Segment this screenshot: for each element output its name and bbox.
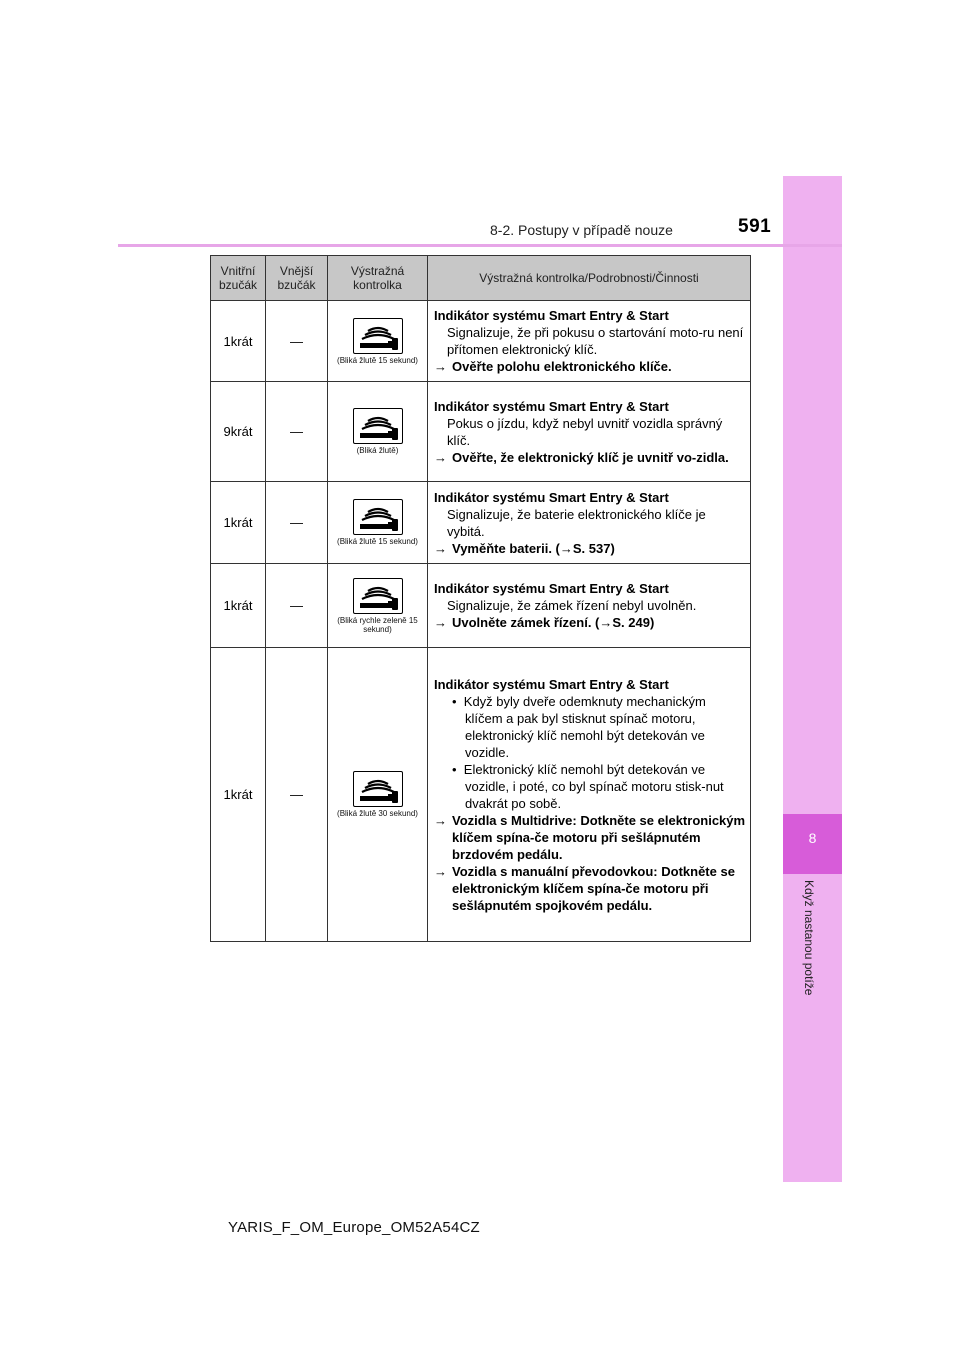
action-text: Vozidla s manuální převodovkou: Dotkněte se elektronickým klíčem spína-če motoru při sešlápnutém spojkovém pedálu. xyxy=(452,863,735,913)
chapter-number: 8 xyxy=(808,830,817,846)
warning-table xyxy=(210,255,751,942)
table-row xyxy=(211,382,751,482)
lamp-cell xyxy=(328,482,428,564)
header-outer-buzzer: Vnější bzučák xyxy=(266,256,328,301)
lamp-note: (Bliká žlutě) xyxy=(356,446,399,455)
arrow-icon: → xyxy=(434,449,447,465)
document-code: YARIS_F_OM_Europe_OM52A54CZ xyxy=(228,1219,480,1236)
action-text: Ověřte polohu elektronického klíče. xyxy=(452,359,672,374)
lamp-cell xyxy=(328,382,428,482)
arrow-icon: → xyxy=(434,812,447,828)
header-warning-lamp: Výstražná kontrolka xyxy=(328,256,428,301)
table-row xyxy=(211,648,751,942)
action-text: Vozidla s Multidrive: Dotkněte se elektronickým klíčem spína-če motoru při sešlápnutém brzdovém pedálu. xyxy=(452,812,746,862)
arrow-icon: → xyxy=(434,615,447,630)
section-title: 8-2. Postupy v případě nouze xyxy=(490,222,673,238)
action-item xyxy=(434,449,746,466)
details-cell xyxy=(428,301,751,382)
page-number: 591 xyxy=(738,216,772,237)
header-details: Výstražná kontrolka/Podrobnosti/Činnosti xyxy=(428,256,751,301)
indicator-detail: Signalizuje, že při pokusu o startování moto-ru není přítomen elektronický klíč. xyxy=(447,325,744,357)
bullet-icon: • xyxy=(452,761,464,777)
action-item xyxy=(434,812,746,863)
indicator-detail: Signalizuje, že baterie elektronického klíče je vybitá. xyxy=(447,506,706,539)
action-text: Ověřte, že elektronický klíč je uvnitř vo-zidla. xyxy=(452,449,729,465)
smart-key-warning-icon xyxy=(353,578,403,614)
action-text: Vyměňte baterii. (→S. 537) xyxy=(452,540,615,556)
bullet-text: Elektronický klíč nemohl být detekován ve vozidle, i poté, co byl spínač motoru stisk-nut dvakrát po sobě. xyxy=(463,761,724,811)
lamp-cell xyxy=(328,301,428,382)
header-rule xyxy=(118,244,842,247)
details-cell xyxy=(428,382,751,482)
smart-key-warning-icon xyxy=(353,499,403,535)
indicator-title: Indikátor systému Smart Entry & Start xyxy=(434,676,669,692)
outer-buzzer-cell: — xyxy=(266,301,328,382)
indicator-detail: Signalizuje, že zámek řízení nebyl uvolněn. xyxy=(447,598,697,613)
indicator-title: Indikátor systému Smart Entry & Start xyxy=(434,308,669,323)
indicator-title: Indikátor systému Smart Entry & Start xyxy=(434,489,669,505)
arrow-icon: → xyxy=(434,863,447,879)
inner-buzzer-cell: 1krát xyxy=(211,648,266,942)
outer-buzzer-cell: — xyxy=(266,482,328,564)
lamp-note: (Bliká žlutě 30 sekund) xyxy=(337,809,418,818)
action-item xyxy=(434,540,746,557)
bullet-item xyxy=(434,693,746,761)
outer-buzzer-cell: — xyxy=(266,648,328,942)
table-row xyxy=(211,301,751,382)
table-header-row xyxy=(211,256,751,301)
lamp-note: (Bliká žlutě 15 sekund) xyxy=(337,355,418,365)
chapter-side-tab xyxy=(783,176,842,1182)
smart-key-warning-icon xyxy=(353,408,403,444)
action-text: Uvolněte zámek řízení. (→S. 249) xyxy=(452,615,655,630)
bullet-text: Když byly dveře odemknuty mechanickým klíčem a pak byl stisknut spínač motoru, elektronický klíč nemohl být detekován ve vozidle. xyxy=(463,693,706,760)
arrow-icon: → xyxy=(434,359,447,374)
arrow-icon: → xyxy=(434,540,447,556)
outer-buzzer-cell: — xyxy=(266,564,328,648)
action-item xyxy=(434,614,746,631)
chapter-title: Když nastanou potíže xyxy=(802,880,816,996)
inner-buzzer-cell: 1krát xyxy=(211,301,266,382)
details-cell xyxy=(428,648,751,942)
smart-key-warning-icon xyxy=(353,318,403,354)
inner-buzzer-cell: 1krát xyxy=(211,482,266,564)
bullet-icon: • xyxy=(452,693,464,709)
inner-buzzer-cell: 1krát xyxy=(211,564,266,648)
indicator-title: Indikátor systému Smart Entry & Start xyxy=(434,398,669,414)
outer-buzzer-cell: — xyxy=(266,382,328,482)
details-cell xyxy=(428,482,751,564)
indicator-detail: Pokus o jízdu, když nebyl uvnitř vozidla správný klíč. xyxy=(447,415,723,448)
table-row xyxy=(211,564,751,648)
table-row xyxy=(211,482,751,564)
lamp-cell xyxy=(328,564,428,648)
indicator-title: Indikátor systému Smart Entry & Start xyxy=(434,581,669,596)
action-item xyxy=(434,358,746,375)
smart-key-warning-icon xyxy=(353,771,403,807)
inner-buzzer-cell: 9krát xyxy=(211,382,266,482)
bullet-item xyxy=(434,761,746,812)
header-inner-buzzer: Vnitřní bzučák xyxy=(211,256,266,301)
lamp-cell xyxy=(328,648,428,942)
lamp-note: (Bliká rychle zeleně 15 sekund) xyxy=(337,615,418,634)
details-cell xyxy=(428,564,751,648)
lamp-note: (Bliká žlutě 15 sekund) xyxy=(337,537,418,546)
action-item xyxy=(434,863,746,914)
